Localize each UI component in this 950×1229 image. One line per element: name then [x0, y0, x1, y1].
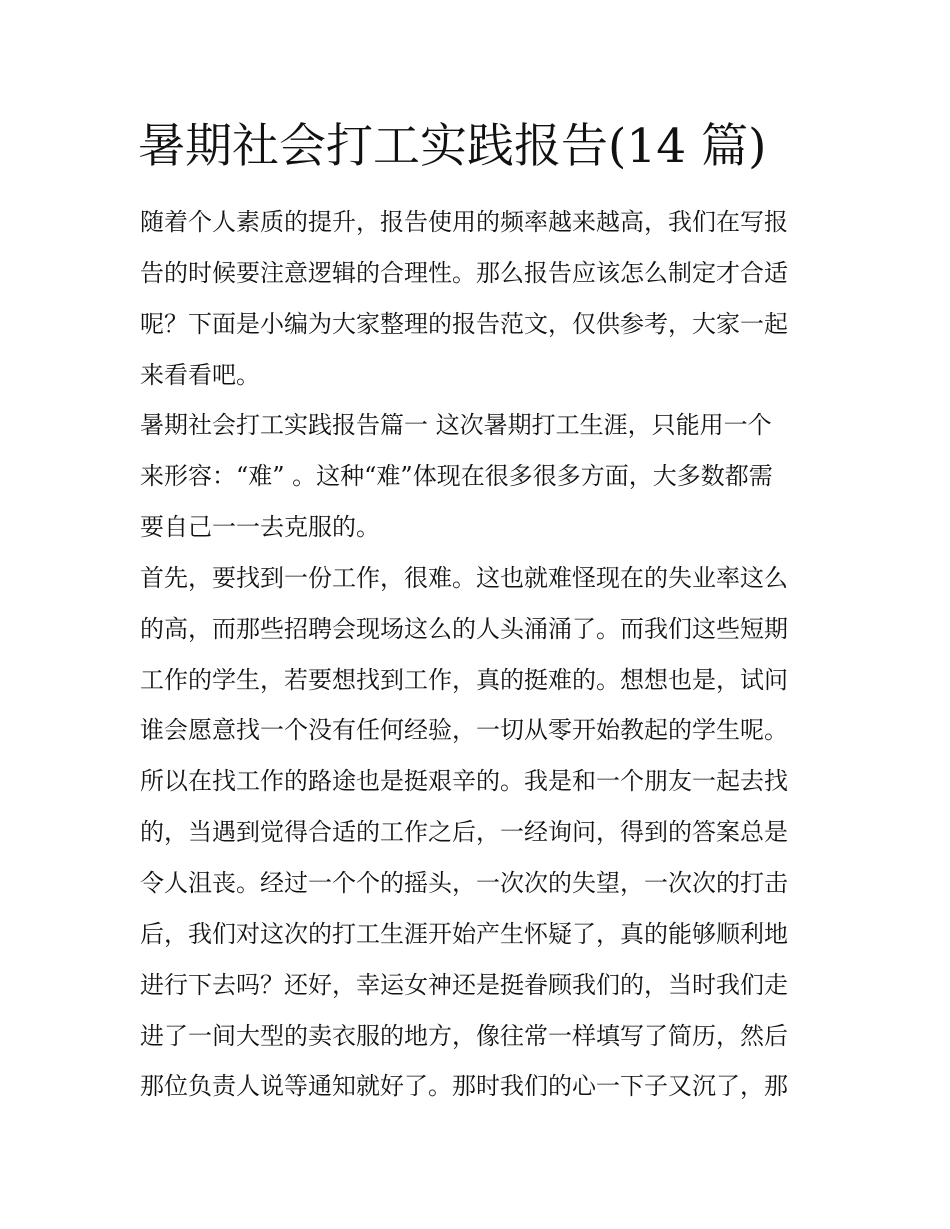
- text-line: 来看看吧。: [140, 360, 260, 389]
- text-line: 令人沮丧。经过一个个的摇头，一次次的失望，一次次的打击: [140, 868, 788, 897]
- document-body: [140, 197, 830, 1112]
- text-line: 谁会愿意找一个没有任何经验，一切从零开始教起的学生呢。: [140, 716, 788, 745]
- text-line: 暑期社会打工实践报告篇一 这次暑期打工生涯，只能用一个: [140, 411, 772, 440]
- text-line: 首先，要找到一份工作，很难。这也就难怪现在的失业率这么: [140, 563, 788, 592]
- text-line: 后，我们对这次的打工生涯开始产生怀疑了，真的能够顺利地: [140, 919, 788, 948]
- text-line: 进了一间大型的卖衣服的地方，像往常一样填写了简历，然后: [140, 1021, 788, 1050]
- text-line: 所以在找工作的路途也是挺艰辛的。我是和一个朋友一起去找: [140, 767, 788, 796]
- text-line: 要自己一一去克服的。: [140, 513, 380, 542]
- text-line: 那位负责人说等通知就好了。那时我们的心一下子又沉了，那: [140, 1072, 788, 1101]
- text-line: 工作的学生，若要想找到工作，真的挺难的。想想也是，试问: [140, 665, 788, 694]
- text-line: 来形容：“难” 。这种“难”体现在很多很多方面，大多数都需: [140, 462, 773, 491]
- text-line: 告的时候要注意逻辑的合理性。那么报告应该怎么制定才合适: [140, 258, 788, 287]
- text-line: 呢？下面是小编为大家整理的报告范文，仅供参考，大家一起: [140, 309, 788, 338]
- document-title: 暑期社会打工实践报告(14 篇): [138, 119, 767, 174]
- text-line: 的高，而那些招聘会现场这么的人头涌涌了。而我们这些短期: [140, 614, 788, 643]
- text-line: 进行下去吗？还好，幸运女神还是挺眷顾我们的，当时我们走: [140, 970, 788, 999]
- text-line: 的，当遇到觉得合适的工作之后，一经询问，得到的答案总是: [140, 818, 788, 847]
- text-line: 随着个人素质的提升，报告使用的频率越来越高，我们在写报: [140, 208, 788, 236]
